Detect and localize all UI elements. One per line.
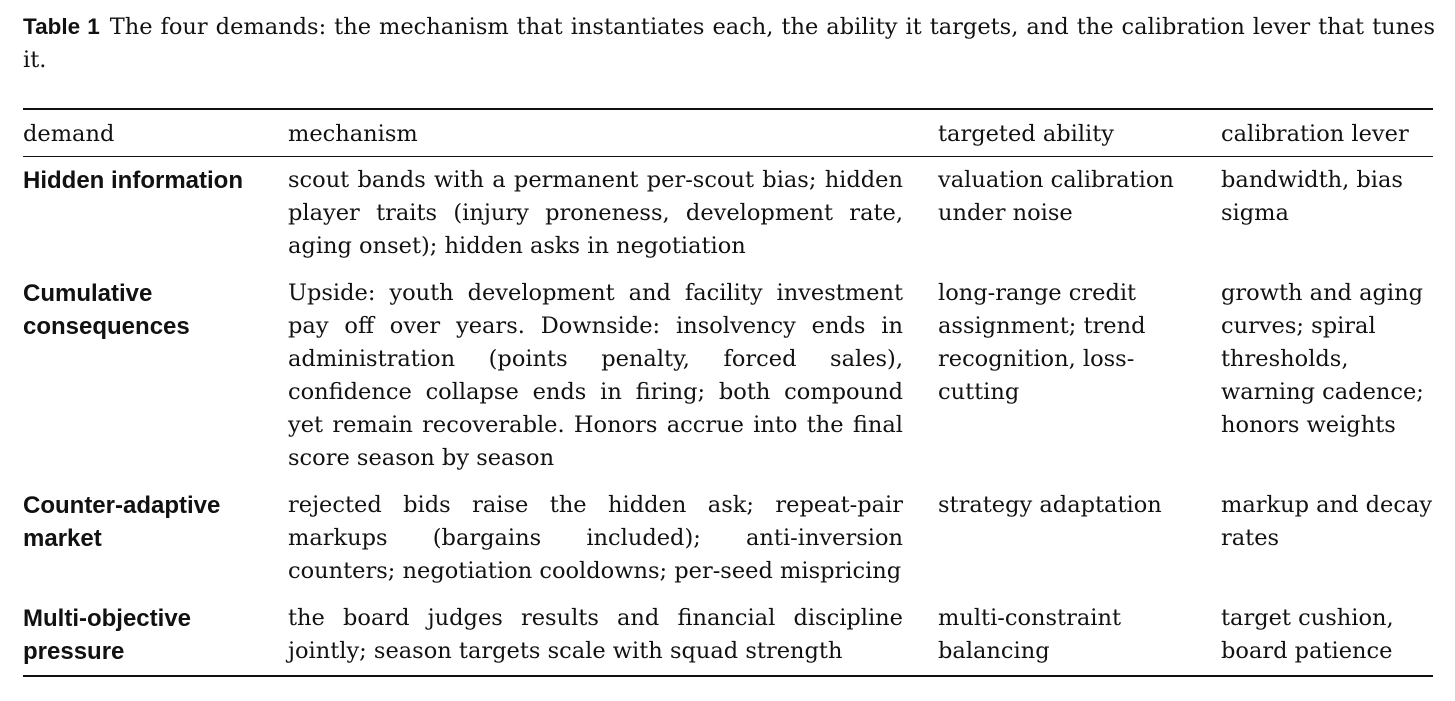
lever-cell: growth and aging curves; spiral thresholds, warning cadence; honors weights	[1221, 280, 1424, 438]
lever-cell: target cushion, board patience	[1221, 605, 1394, 664]
demand-cell: Cumulative consequences	[23, 280, 190, 340]
header-targeted-ability: targeted ability	[938, 121, 1115, 147]
ability-cell: multi-constraint balancing	[938, 605, 1121, 664]
table-label: Table 1	[23, 14, 100, 39]
table-row	[23, 595, 1433, 676]
table-row	[23, 482, 1433, 595]
table-caption	[23, 10, 1435, 77]
demands-table	[23, 108, 1433, 677]
table-header-row	[23, 109, 1433, 157]
caption-text: The four demands: the mechanism that instantiates each, the ability it targets, and the calibration lever that tunes it.	[23, 14, 1435, 73]
demands-table-container	[23, 108, 1433, 677]
ability-cell: valuation calibration under noise	[938, 167, 1174, 226]
mechanism-cell: Upside: youth development and facility investment pay off over years. Downside: insolvency ends in administration (points penalty, forced sales), confidence collapse ends in firing; both compound yet remain recoverable. Honors accrue into the final score season by season	[288, 280, 903, 471]
mechanism-cell: scout bands with a permanent per-scout bias; hidden player traits (injury proneness, development rate, aging onset); hidden asks in negotiation	[288, 167, 903, 259]
header-mechanism: mechanism	[288, 121, 418, 147]
lever-cell: bandwidth, bias sigma	[1221, 167, 1403, 226]
demand-cell: Multi-objective pressure	[23, 605, 192, 665]
demand-cell: Counter-adaptive market	[23, 492, 221, 552]
lever-cell: markup and decay rates	[1221, 492, 1433, 551]
header-calibration-lever: calibration lever	[1221, 121, 1409, 147]
ability-cell: strategy adaptation	[938, 492, 1162, 518]
demand-cell: Hidden information	[23, 167, 243, 194]
header-demand: demand	[23, 121, 115, 147]
mechanism-cell: the board judges results and financial discipline jointly; season targets scale with squad strength	[288, 605, 903, 664]
table-row	[23, 157, 1433, 271]
ability-cell: long-range credit assignment; trend recognition, loss-cutting	[938, 280, 1146, 405]
mechanism-cell: rejected bids raise the hidden ask; repeat-pair markups (bargains included); anti-inversion counters; negotiation cooldowns; per-seed mispricing	[288, 492, 903, 584]
table-row	[23, 270, 1433, 482]
